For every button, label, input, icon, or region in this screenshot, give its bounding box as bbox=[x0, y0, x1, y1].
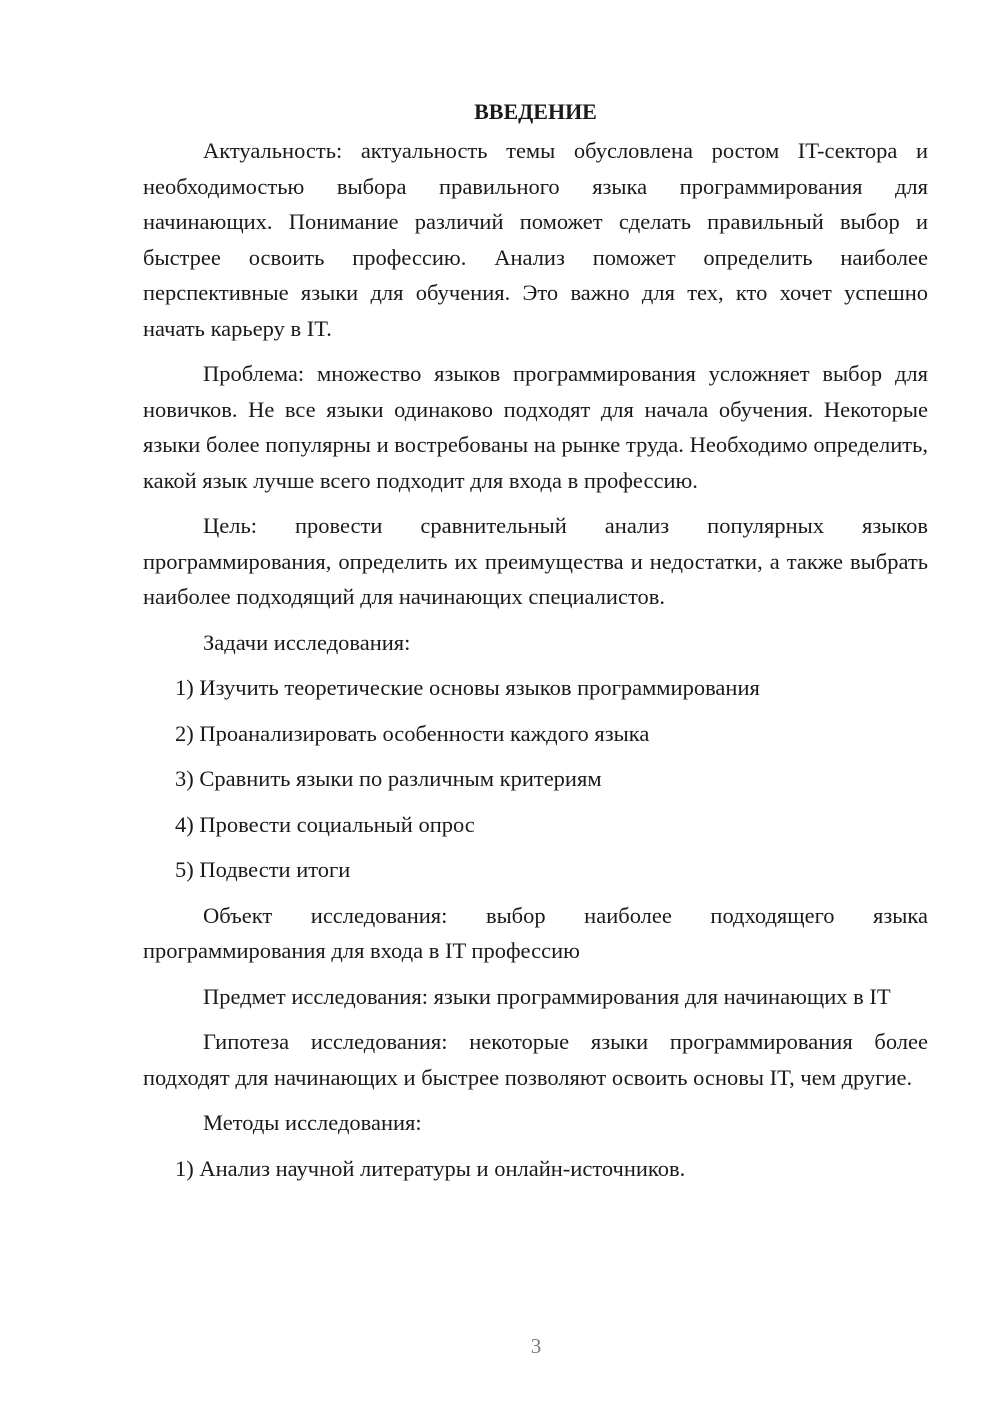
object-paragraph: Объект исследования: выбор наиболее подходящего языка программирования для входа в IT профессию bbox=[143, 902, 928, 963]
list-item: 2) Проанализировать особенности каждого языка bbox=[175, 720, 650, 746]
list-item: 1) Анализ научной литературы и онлайн-источников. bbox=[175, 1155, 686, 1181]
list-item: 5) Подвести итоги bbox=[175, 857, 351, 882]
list-item: 3) Сравнить языки по различным критериям bbox=[175, 766, 602, 791]
methods-heading: Методы исследования: bbox=[203, 1110, 422, 1135]
page-content bbox=[143, 97, 928, 1196]
problem-paragraph: Проблема: множество языков программирования усложняет выбор для новичков. Не все языки одинаково подходят для начала обучения. Некоторые языки более популярны и востребованы на рынке труда. Необходимо определить, какой язык лучше всего подходит для входа в профессию. bbox=[143, 361, 928, 493]
list-item: 1) Изучить теоретические основы языков программирования bbox=[175, 675, 760, 700]
list-item: 4) Провести социальный опрос bbox=[175, 811, 475, 837]
hypothesis-paragraph: Гипотеза исследования: некоторые языки программирования более подходят для начинающих и быстрее позволяют освоить основы IT, чем другие. bbox=[143, 1029, 928, 1090]
tasks-heading: Задачи исследования: bbox=[203, 629, 411, 655]
page-number: 3 bbox=[530, 1334, 542, 1358]
relevance-paragraph: Актуальность: актуальность темы обусловлена ростом IT-сектора и необходимостью выбора правильного языка программирования для начинающих. Понимание различий поможет сделать правильный выбор и быстрее освоить профессию. Анализ поможет определить наиболее перспективные языки для обучения. Это важно для тех, кто хочет успешно начать карьеру в IT. bbox=[143, 138, 928, 341]
page-title: ВВЕДЕНИЕ bbox=[474, 99, 597, 124]
subject-paragraph: Предмет исследования: языки программирования для начинающих в IT bbox=[203, 983, 891, 1009]
goal-paragraph: Цель: провести сравнительный анализ популярных языков программирования, определить их преимущества и недостатки, а также выбрать наиболее подходящий для начинающих специалистов. bbox=[143, 513, 928, 609]
